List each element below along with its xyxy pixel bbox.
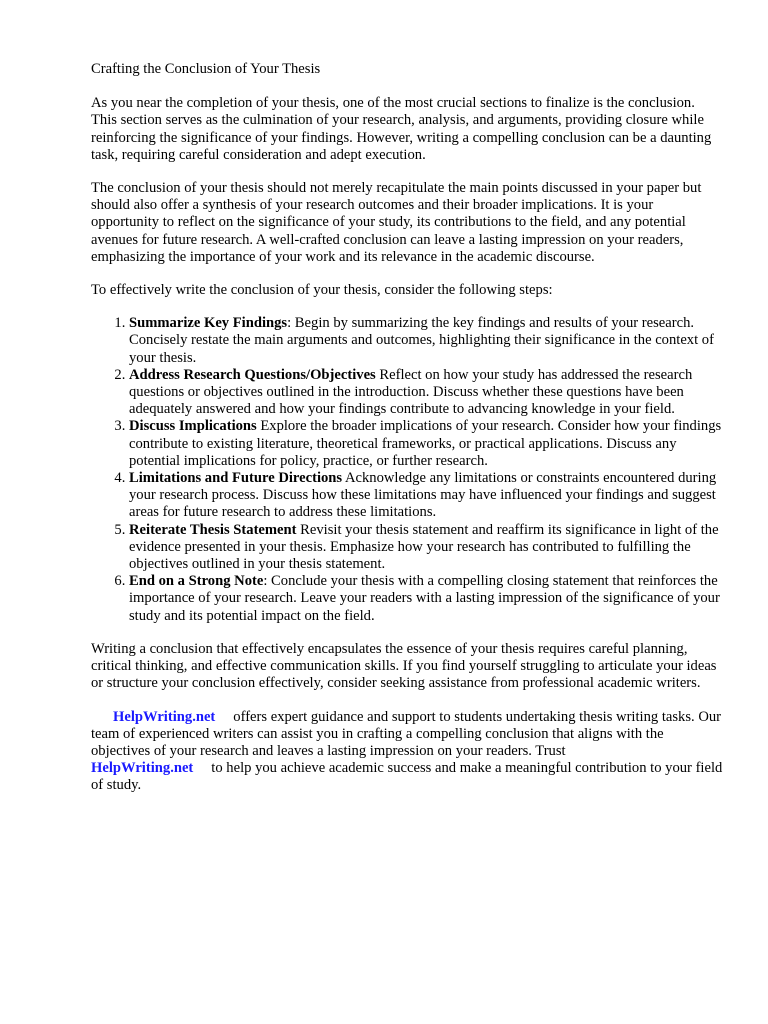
step-text: Reflect on how your study has addressed the research questions or objectives outlined in the introduction. Discuss whether these questions have been adequately answered and how your findings contribute to advancing knowledge in your field.	[129, 366, 693, 418]
intro-paragraph-1: As you near the completion of your thesis, one of the most crucial sections to finalize is the conclusion. This section serves as the culmination of your research, analysis, and arguments, providing closure while reinforcing the significance of your findings. However, writing a compelling conclusion can be a daunting task, requiring careful consideration and adept execution.	[91, 95, 712, 163]
brand-link[interactable]: HelpWriting.net	[91, 760, 194, 777]
step-item	[129, 470, 723, 522]
intro-paragraph-2: The conclusion of your thesis should not merely recapitulate the main points discussed in your paper but should also offer a synthesis of your research outcomes and their broader implications. It is your opportunity to reflect on the significance of your study, its contributions to the field, and any potential avenues for future research. A well-crafted conclusion can leave a lasting impression on your readers, emphasizing the importance of your work and its relevance in the academic discourse.	[91, 180, 702, 265]
step-title: Summarize Key Findings	[129, 315, 288, 332]
step-item	[129, 418, 723, 470]
step-title: Reiterate Thesis Statement	[129, 521, 297, 538]
step-item	[129, 522, 723, 574]
document-page	[91, 61, 723, 811]
step-title: End on a Strong Note	[129, 573, 264, 590]
step-item	[129, 315, 723, 367]
step-text: Acknowledge any limitations or constraints encountered during your research process. Discuss how these limitations may have influenced your findings and suggest areas for future research to address these limitations.	[129, 470, 717, 521]
closing-paragraph: Writing a conclusion that effectively encapsulates the essence of your thesis requires careful planning, critical thinking, and effective communication skills. If you find yourself struggling to articulate your ideas or structure your conclusion effectively, consider seeking assistance from professional academic writers.	[91, 640, 717, 692]
document-title: Crafting the Conclusion of Your Thesis	[91, 61, 321, 77]
step-text: : Conclude your thesis with a compelling closing statement that reinforces the importance of your research. Leave your readers with a lasting impression of the significance of your study and its potential impact on the field.	[129, 573, 720, 624]
steps-list	[91, 315, 723, 625]
promo-paragraph	[91, 709, 723, 795]
step-text: : Begin by summarizing the key findings and results of your research. Concisely restate the main arguments and outcomes, highlighting their significance in the context of your thesis.	[129, 315, 714, 366]
step-item	[129, 367, 723, 419]
steps-intro-paragraph: To effectively write the conclusion of your thesis, consider the following steps:	[91, 282, 553, 299]
promo-text: offers expert guidance and support to students undertaking thesis writing tasks. Our team of experienced writers can assist you in crafting a compelling conclusion that aligns with the objectives of your research and leaves a lasting impression on your readers. Trust	[91, 708, 722, 759]
brand-link[interactable]: HelpWriting.net	[113, 708, 216, 725]
step-text: Explore the broader implications of your research. Consider how your findings contribute to existing literature, theoretical frameworks, or practical applications. Discuss any potential implications for policy, practice, or further research.	[129, 418, 722, 469]
step-title: Discuss Implications	[129, 418, 257, 435]
step-text: Revisit your thesis statement and reaffirm its significance in light of the evidence presented in your thesis. Emphasize how your research has contributed to fulfilling the objectives outlined in your thesis statement.	[129, 521, 719, 573]
step-title: Address Research Questions/Objectives	[129, 366, 376, 383]
promo-text: to help you achieve academic success and make a meaningful contribution to your field of study.	[91, 760, 723, 794]
step-title: Limitations and Future Directions	[129, 470, 343, 487]
step-item	[129, 573, 723, 625]
